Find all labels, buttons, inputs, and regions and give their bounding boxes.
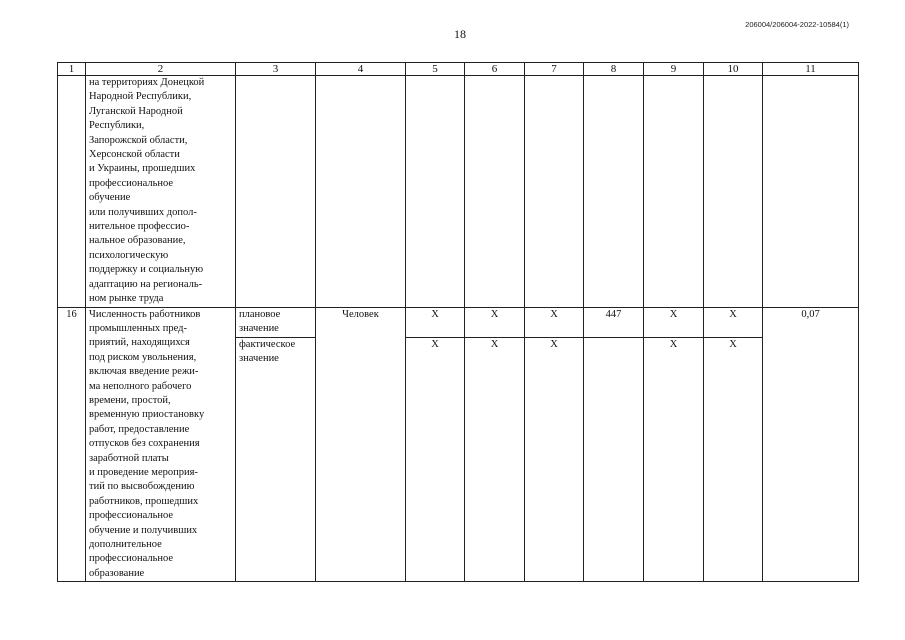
- planned-col6: X: [465, 307, 525, 337]
- page-number: 18: [454, 27, 466, 41]
- planned-col10: X: [704, 307, 763, 337]
- row-number: 16: [58, 307, 86, 582]
- row-number-cell: [58, 76, 86, 308]
- column-number: 4: [316, 63, 406, 76]
- planned-col5: X: [406, 307, 465, 337]
- indicator-table: [57, 62, 859, 582]
- actual-col6: X: [465, 337, 525, 582]
- column-number: 5: [406, 63, 465, 76]
- column-number: 3: [236, 63, 316, 76]
- column-number: 8: [584, 63, 644, 76]
- actual-col9: X: [644, 337, 704, 582]
- indicator-description: Численность работников промышленных пред- приятий, находящихся под риском увольнения, включая введение режи- ма неполного рабочего времени, простой, временную приостановку работ, предоставление отпусков без сохранения заработной платы и проведение мероприя- тий по высвобождению работников, прошедших профессиональное обучение и получивших дополнительное профессиональное образование: [86, 307, 236, 582]
- planned-label: плановое значение: [236, 307, 316, 337]
- column-number: 11: [763, 63, 859, 76]
- actual-label: фактическое значение: [236, 337, 316, 582]
- row-16-planned: [58, 307, 859, 337]
- planned-col7: X: [525, 307, 584, 337]
- planned-col9: X: [644, 307, 704, 337]
- actual-col5: X: [406, 337, 465, 582]
- planned-col8: 447: [584, 307, 644, 337]
- document-code: 206004/206004-2022-10584(1): [745, 20, 849, 29]
- column-number-row: [58, 63, 859, 76]
- value-col11: 0,07: [763, 307, 859, 582]
- column-number: 9: [644, 63, 704, 76]
- column-number: 7: [525, 63, 584, 76]
- actual-col10: X: [704, 337, 763, 582]
- actual-col7: X: [525, 337, 584, 582]
- unit-cell: Человек: [316, 307, 406, 582]
- continued-description: на территориях Донецкой Народной Республики, Луганской Народной Республики, Запорожской области, Херсонской области и Украины, прошедших профессиональное обучение или получивших допол- нительное профессио- нальное образование, психологическую поддержку и социальную адаптацию на региональ- ном рынке труда: [86, 76, 236, 308]
- column-number: 6: [465, 63, 525, 76]
- column-number: 10: [704, 63, 763, 76]
- column-number: 1: [58, 63, 86, 76]
- column-number: 2: [86, 63, 236, 76]
- actual-col8: [584, 337, 644, 582]
- continued-row: [58, 76, 859, 308]
